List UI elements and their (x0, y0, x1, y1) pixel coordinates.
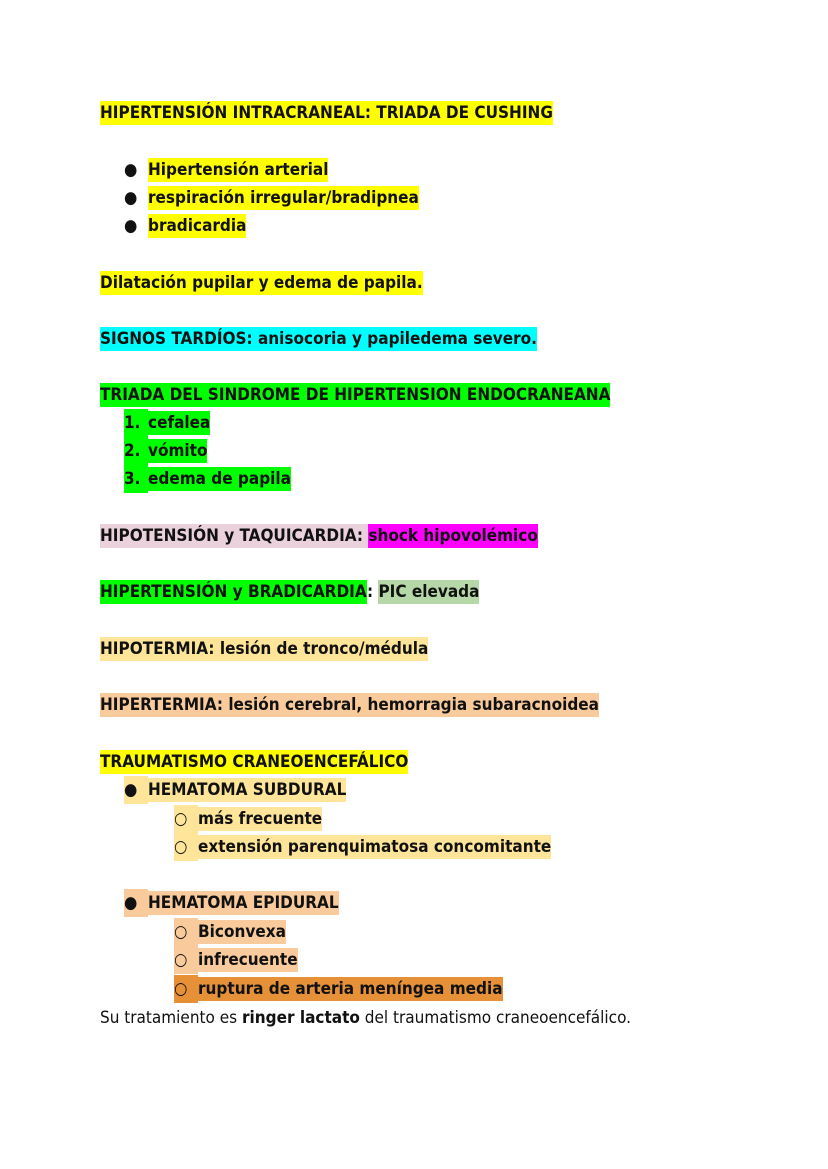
circle-bullet-icon: ○ (174, 946, 198, 974)
cushing-title: HIPERTENSIÓN INTRACRANEAL: TRIADA DE CUSHING (100, 103, 553, 123)
circle-bullet-icon: ○ (174, 833, 198, 861)
hypothermia-line: HIPOTERMIA: lesión de tronco/médula (100, 639, 429, 659)
epidural-item: ○ ruptura de arteria meníngea media (174, 975, 503, 1003)
epidural-item: ○ Biconvexa (174, 918, 286, 946)
triad-item: 2. vómito (124, 437, 207, 465)
subdural-item: ○ más frecuente (174, 805, 322, 833)
cushing-item: ● Hipertensión arterial (124, 156, 328, 184)
cushing-item: ● bradicardia (124, 212, 246, 240)
epidural-item: ○ infrecuente (174, 946, 298, 974)
pupil-line: Dilatación pupilar y edema de papila. (100, 273, 423, 293)
circle-bullet-icon: ○ (174, 918, 198, 946)
triad-item: 1. cefalea (124, 409, 210, 437)
hypertension-line: HIPERTENSIÓN y BRADICARDIA: PIC elevada (100, 582, 480, 602)
hypotension-line: HIPOTENSIÓN y TAQUICARDIA: shock hipovolémico (100, 526, 538, 546)
subdural-item: ○ extensión parenquimatosa concomitante (174, 833, 551, 861)
hyperthermia-line: HIPERTERMIA: lesión cerebral, hemorragia subaracnoidea (100, 695, 599, 715)
bullet-icon: ● (124, 160, 138, 180)
bullet-icon: ● (124, 188, 138, 208)
epidural-title: ● HEMATOMA EPIDURAL (124, 889, 339, 917)
triad-item: 3. edema de papila (124, 465, 291, 493)
subdural-title: ● HEMATOMA SUBDURAL (124, 776, 346, 804)
cushing-item: ● respiración irregular/bradipnea (124, 184, 419, 212)
treatment-line: Su tratamiento es ringer lactato del traumatismo craneoencefálico. (100, 1008, 631, 1028)
circle-bullet-icon: ○ (174, 805, 198, 833)
bullet-icon: ● (124, 889, 148, 917)
bullet-icon: ● (124, 216, 138, 236)
tce-title: TRAUMATISMO CRANEOENCEFÁLICO (100, 752, 409, 772)
bullet-icon: ● (124, 776, 148, 804)
circle-bullet-icon: ○ (174, 975, 198, 1003)
triad-title: TRIADA DEL SINDROME DE HIPERTENSION ENDOCRANEANA (100, 385, 611, 405)
late-signs: SIGNOS TARDÍOS: anisocoria y papiledema severo. (100, 329, 537, 349)
